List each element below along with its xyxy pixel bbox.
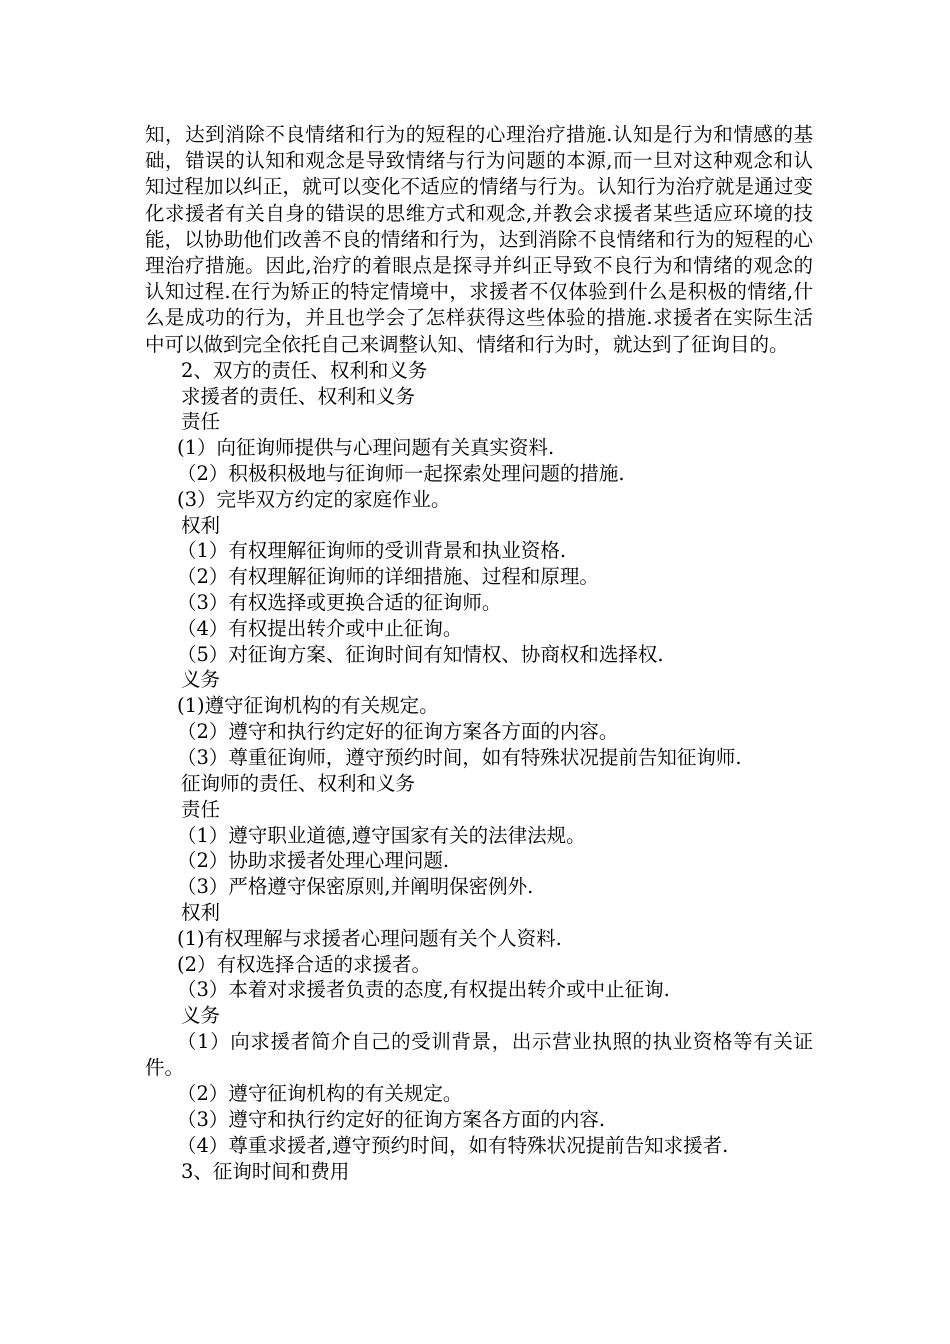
counselor-duty-3: （3）严格遵守保密原则,并阐明保密例外. (177, 875, 534, 899)
client-right-2: （2）有权理解征询师的详细措施、过程和原理。 (177, 565, 599, 589)
counselor-obligation-label: 义务 (181, 1004, 221, 1028)
counselor-duty-label: 责任 (181, 797, 221, 821)
client-right-5: （5）对征询方案、征询时间有知情权、协商权和选择权. (177, 642, 664, 666)
counselor-right-3: （3）本着对求援者负责的态度,有权提出转介或中止征询. (177, 978, 670, 1002)
counselor-heading: 征询师的责任、权利和义务 (181, 771, 416, 795)
counselor-duty-1: （1）遵守职业道德,遵守国家有关的法律法规。 (177, 823, 586, 847)
client-duty-2: （2）积极积极地与征询师一起探索处理问题的措施. (177, 462, 625, 486)
client-heading: 求援者的责任、权利和义务 (181, 384, 416, 408)
client-duty-3: (3）完毕双方约定的家庭作业。 (177, 487, 451, 511)
counselor-rights-label: 权利 (181, 900, 221, 924)
intro-paragraph: 知，达到消除不良情绪和行为的短程的心理治疗措施.认知是行为和情感的基础，错误的认知和观念是导致情绪与行为问题的本源,而一旦对这种观念和认知过程加以纠正，就可以变化不适应的情绪与行为。认知行为治疗就是通过变化求援者有关自身的错误的思维方式和观念,并教会求援者某些适应环境的技能，以协助他们改善不良的情绪和行为，达到消除不良情绪和行为的短程的心理治疗措施。因此,治疗的着眼点是探寻并纠正导致不良行为和情绪的观念的认知过程.在行为矫正的特定情境中，求援者不仅体验到什么是积极的情绪,什么是成功的行为，并且也学会了怎样获得这些体验的措施.求援者在实际生活中可以做到完全依托自己来调整认知、情绪和行为时，就达到了征询目的。 (145, 123, 813, 356)
counselor-right-2: (2）有权选择合适的求援者。 (177, 952, 432, 976)
client-obligation-1: (1)遵守征询机构的有关规定。 (177, 694, 439, 718)
client-right-4: （4）有权提出转介或中止征询。 (177, 616, 463, 640)
client-right-3: （3）有权选择或更换合适的征询师。 (177, 591, 502, 614)
counselor-obligation-4: （4）尊重求援者,遵守预约时间，如有特殊状况提前告知求援者. (177, 1133, 729, 1157)
document-page (145, 122, 813, 1185)
client-rights-label: 权利 (181, 513, 221, 537)
client-obligation-label: 义务 (181, 668, 221, 692)
section-3-heading: 3、征询时间和费用 (181, 1159, 350, 1183)
counselor-obligation-2: （2）遵守征询机构的有关规定。 (177, 1082, 463, 1106)
counselor-obligation-1: （1）向求援者简介自己的受训背景，出示营业执照的执业资格等有关证件。 (145, 1029, 813, 1080)
client-obligation-3: （3）尊重征询师，遵守预约时间，如有特殊状况提前告知征询师. (177, 745, 742, 769)
counselor-obligation-3: （3）遵守和执行约定好的征询方案各方面的内容. (177, 1108, 606, 1132)
counselor-duty-2: （2）协助求援者处理心理问题. (177, 849, 450, 873)
client-duty-1: (1）向征询师提供与心理问题有关真实资料. (177, 436, 555, 460)
client-right-1: （1）有权理解征询师的受训背景和执业资格. (177, 539, 567, 563)
client-obligation-2: （2）遵守和执行约定好的征询方案各方面的内容。 (177, 719, 619, 743)
section-2-heading: 2、双方的责任、权利和义务 (181, 358, 428, 382)
client-duty-label: 责任 (181, 410, 221, 434)
counselor-right-1: (1)有权理解与求援者心理问题有关个人资料. (177, 926, 562, 950)
